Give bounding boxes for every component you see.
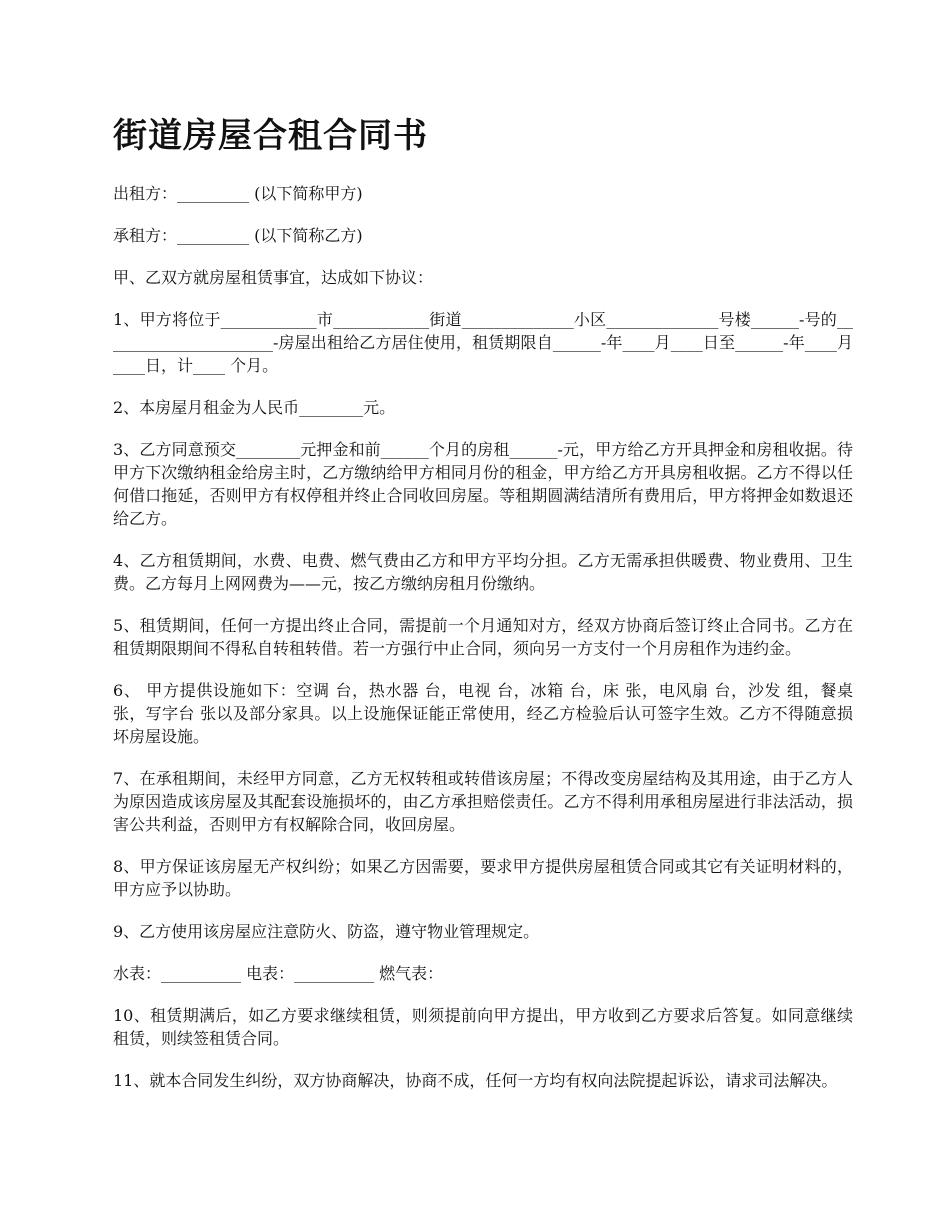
document-page bbox=[113, 112, 853, 1111]
clause-5: 5、租赁期间，任何一方提出终止合同，需提前一个月通知对方，经双方协商后签订终止合同书。乙方在租赁期限期间不得私自转租转借。若一方强行中止合同，须向另一方支付一个月房租作为违约金。 bbox=[113, 616, 853, 658]
lessee-line: 承租方：_________ (以下简称乙方) bbox=[113, 226, 363, 245]
clause-11: 11、就本合同发生纠纷，双方协商解决，协商不成，任何一方均有权向法院提起诉讼，请求司法解决。 bbox=[113, 1071, 838, 1090]
clause-10: 10、租赁期满后，如乙方要求继续租赁，则须提前向甲方提出，甲方收到乙方要求后答复。如同意继续租赁，则续签租赁合同。 bbox=[113, 1006, 853, 1048]
clause-9: 9、乙方使用该房屋应注意防火、防盗，遵守物业管理规定。 bbox=[113, 922, 540, 941]
agreement-intro: 甲、乙双方就房屋租赁事宜，达成如下协议： bbox=[113, 268, 434, 287]
meter-readings-line: 水表：__________ 电表：__________ 燃气表： bbox=[113, 964, 444, 983]
clause-3: 3、乙方同意预交________元押金和前______个月的房租______-元，甲方给乙方开具押金和房租收据。待甲方下次缴纳租金给房主时，乙方缴纳给甲方相同月份的租金，甲方给乙方开具房租收据。乙方不得以任何借口拖延，否则甲方有权停租并终止合同收回房屋。等租期圆满结清所有费用后，甲方将押金如数退还给乙方。 bbox=[113, 440, 853, 528]
clause-1: 1、甲方将位于____________市____________街道______________小区______________号楼______-号的______________________-房屋出租给乙方居住使用，租赁期限自______-年____月____日至______-年____月____日，计____ 个月。 bbox=[113, 310, 853, 375]
clause-4: 4、乙方租赁期间，水费、电费、燃气费由乙方和甲方平均分担。乙方无需承担供暖费、物业费用、卫生费。乙方每月上网网费为——元，按乙方缴纳房租月份缴纳。 bbox=[113, 551, 853, 593]
clause-7: 7、在承租期间，未经甲方同意，乙方无权转租或转借该房屋；不得改变房屋结构及其用途，由于乙方人为原因造成该房屋及其配套设施损坏的，由乙方承担赔偿责任。乙方不得利用承租房屋进行非法活动，损害公共利益，否则甲方有权解除合同，收回房屋。 bbox=[113, 769, 853, 834]
clause-6: 6、 甲方提供设施如下：空调 台，热水器 台，电视 台，冰箱 台，床 张，电风扇 台，沙发 组，餐桌 张，写字台 张以及部分家具。以上设施保证能正常使用，经乙方检验后认可签字生效。乙方不得随意损坏房屋设施。 bbox=[113, 681, 853, 746]
clause-8: 8、甲方保证该房屋无产权纠纷；如果乙方因需要，要求甲方提供房屋租赁合同或其它有关证明材料的，甲方应予以协助。 bbox=[113, 857, 853, 899]
clause-2: 2、本房屋月租金为人民币________元。 bbox=[113, 398, 396, 417]
document-title: 街道房屋合租合同书 bbox=[113, 116, 428, 156]
lessor-line: 出租方：_________ (以下简称甲方) bbox=[113, 184, 363, 203]
